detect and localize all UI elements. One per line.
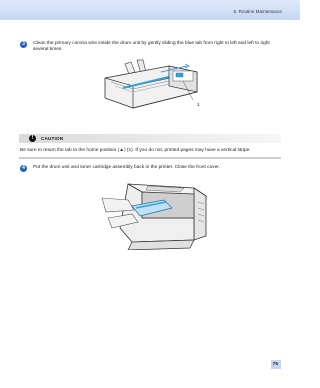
- chapter-title: 6. Routine Maintenance: [233, 9, 282, 14]
- drum-unit-illustration: [97, 58, 207, 116]
- caution-divider: [19, 157, 281, 159]
- step-instruction: Clean the primary corona wire inside the drum unit by gently sliding the blue tab from right to left and left to right several times.: [33, 41, 270, 53]
- caution-text: Be sure to return the tab to the home position (▲) (1). If you do not, printed pages may have a vertical stripe.: [20, 148, 251, 153]
- printer-illustration: [98, 178, 210, 250]
- step-3: [20, 41, 283, 54]
- page-number: 75: [272, 362, 278, 367]
- step-number-badge: 3: [20, 41, 27, 48]
- step-instruction: Put the drum unit and toner cartridge assembly back in the printer. Close the front cover.: [33, 165, 220, 170]
- caution-title: CAUTION: [41, 136, 64, 141]
- caution-header: [19, 134, 281, 143]
- exclamation-circle-icon: !: [29, 135, 36, 142]
- callout-1: 1: [197, 103, 200, 108]
- step-number-badge: 4: [20, 165, 27, 172]
- step-4: [20, 165, 283, 172]
